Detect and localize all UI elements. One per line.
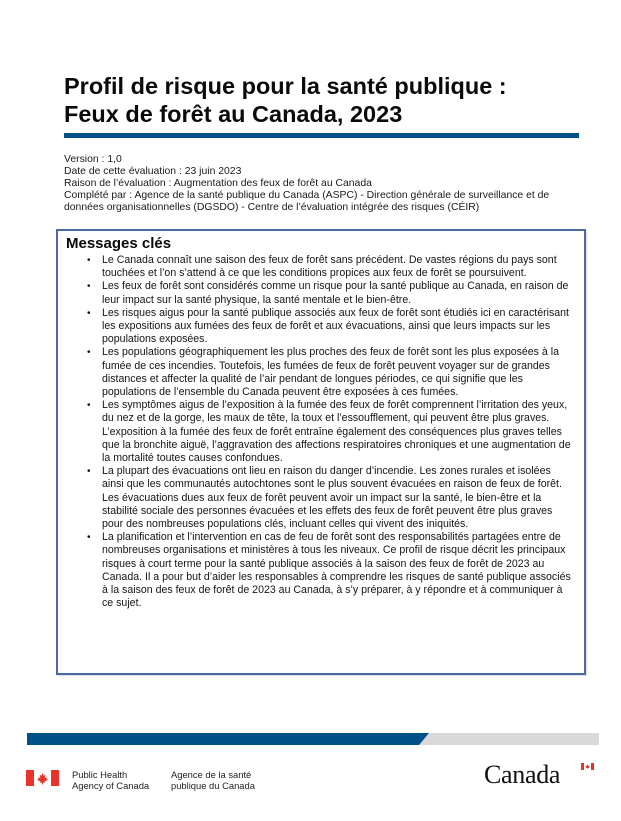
completed-by-line-1: Complété par : Agence de la santé publique du Canada (ASPC) - Direction générale de surveillance et de <box>64 190 550 201</box>
list-item-text: Les populations géographiquement les plus proches des feux de forêt sont les plus exposées à la fumée de ces incendies. Toutefois, les fumées de feux de forêt peuvent voyager sur de grandes distances et affecter la qualité de l’air pendant de longues périodes, ce qui signifie que les populations de l’ensemble du Canada peuvent être exposées à ces fumées. <box>102 346 560 399</box>
canada-flag-icon <box>26 770 59 786</box>
footer-stripe <box>27 733 599 745</box>
bullet-icon: • <box>87 532 91 544</box>
list-item-text: La planification et l’intervention en cas de feu de forêt sont des responsabilités partagées entre de nombreuses organisations et ministères à tous les niveaux. Ce profil de risque décrit les principaux risques à court terme pour la santé publique associés à la saison des feux de forêt de 2023 au Canada. Il a pour but d’aider les responsables à comprendre les risques de santé publique associés à la saison des feux de forêt de 2023 au Canada, à s’y préparer, à y répondre et à communiquer à ce sujet. <box>102 531 571 610</box>
title-line-2: Feux de forêt au Canada, 2023 <box>64 101 403 127</box>
maple-leaf-icon <box>37 773 48 785</box>
agency-en-line-2: Agency of Canada <box>72 779 150 791</box>
agency-name-english <box>72 770 149 792</box>
key-messages-box <box>56 229 586 675</box>
list-item <box>58 465 586 531</box>
list-item <box>58 531 586 610</box>
list-item-text: Le Canada connaît une saison des feux de forêt sans précédent. De vastes régions du pays sont touchées et l’on s’attend à ce que les conditions propices aux feux de forêt se poursuivent. <box>102 254 557 280</box>
wordmark-flag-icon <box>581 763 594 770</box>
list-item <box>58 280 586 306</box>
title-line-1: Profil de risque pour la santé publique : <box>64 73 507 99</box>
bullet-icon: • <box>87 281 91 293</box>
agency-en-line-1: Public Health <box>72 769 128 780</box>
document-metadata <box>64 154 584 214</box>
agency-fr-line-2: publique du Canada <box>171 779 255 791</box>
page-title <box>64 72 594 128</box>
list-item-text: Les feux de forêt sont considérés comme un risque pour la santé publique au Canada, en raison de leur impact sur la santé physique, la santé mentale et le bien-être. <box>102 280 569 306</box>
canada-wordmark: Canada <box>484 760 561 789</box>
completed-by-line-2: données organisationnelles (DGSDO) - Centre de l’évaluation intégrée des risques (CÉIR) <box>64 202 480 213</box>
version-text: Version : 1,0 <box>64 154 122 165</box>
evaluation-reason: Raison de l’évaluation : Augmentation des feux de forêt au Canada <box>64 178 372 189</box>
list-item-text: Les risques aigus pour la santé publique associés aux feux de forêt sont étudiés ici en caractérisant les expositions aux fumées des feux de forêt et aux évacuations, ainsi que leurs impacts sur les populations exposées. <box>102 306 569 346</box>
list-item <box>58 346 586 399</box>
bullet-icon: • <box>87 400 91 412</box>
list-item <box>58 399 586 465</box>
bullet-icon: • <box>87 255 91 266</box>
evaluation-date: Date de cette évaluation : 23 juin 2023 <box>64 166 242 177</box>
agency-fr-line-1: Agence de la santé <box>171 769 252 780</box>
key-messages-list <box>58 254 586 610</box>
bullet-icon: • <box>87 466 91 478</box>
title-divider <box>64 133 579 138</box>
bullet-icon: • <box>87 307 91 319</box>
list-item <box>58 254 586 280</box>
bullet-icon: • <box>87 347 91 359</box>
list-item-text: La plupart des évacuations ont lieu en raison du danger d’incendie. Les zones rurales et isolées ainsi que les communautés autochtones sont le plus souvent évacuées en raison de feux de forêt. Les évacuations dues aux feux de forêt peuvent avoir un impact sur la santé, le bien-être et la stabilité sociale des personnes évacuées et les effets des feux de forêt peuvent être plus graves pour des nombreuses populations clés, incluant celles qui vivent des iniquités. <box>102 465 562 531</box>
list-item-text: Les symptômes aigus de l’exposition à la fumée des feux de forêt comprennent l’irritation des yeux, du nez et de la gorge, les maux de tête, la toux et l’essoufflement, qui peuvent être plus graves. L’exposition à la fumée des feux de forêt entraîne également des conséquences plus graves telles que la bronchite aiguë, l’aggravation des affections respiratoires chroniques et une augmentation de la mortalité toutes causes confondues. <box>102 399 571 465</box>
agency-name-french <box>171 770 255 792</box>
key-messages-heading: Messages clés <box>66 235 172 252</box>
list-item <box>58 307 586 347</box>
footer-stripe-blue <box>27 733 429 745</box>
